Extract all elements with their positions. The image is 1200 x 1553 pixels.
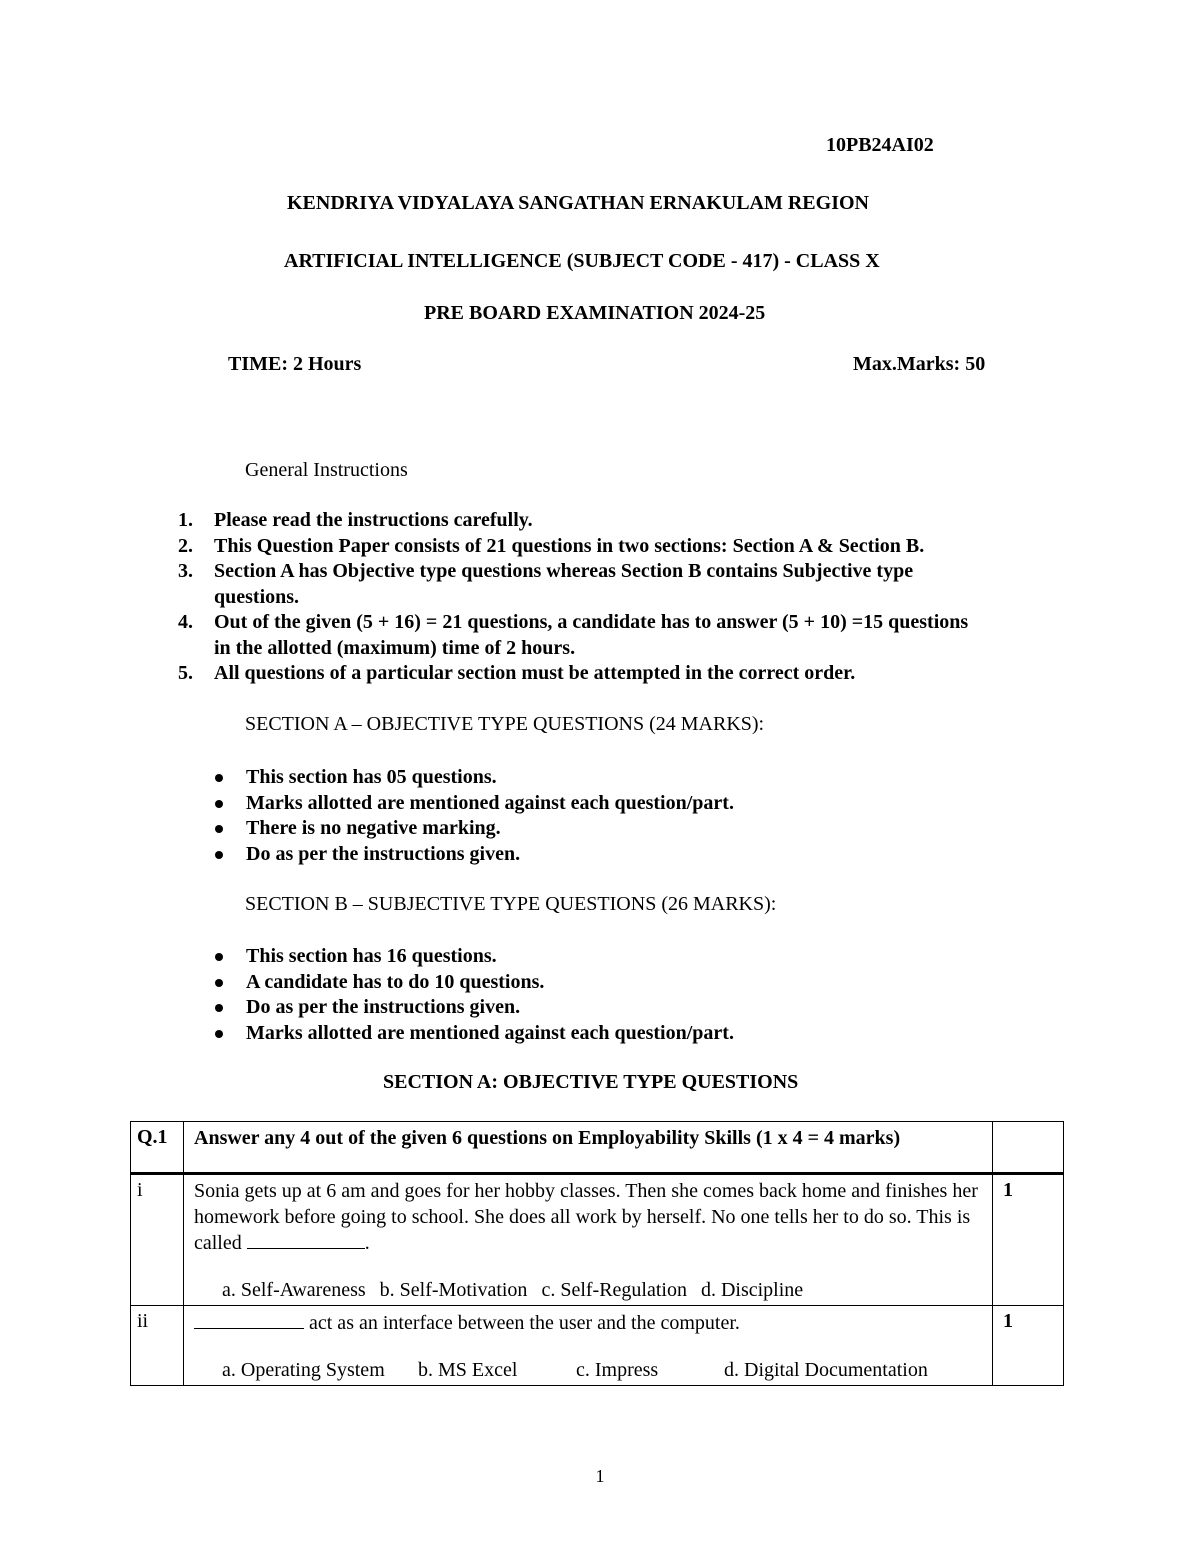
bullet-item: Marks allotted are mentioned against each question/part. <box>213 791 734 817</box>
table-row <box>131 1174 1064 1306</box>
section-b-info-heading: SECTION B – SUBJECTIVE TYPE QUESTIONS (26 MARKS): <box>245 893 777 915</box>
section-a-title: SECTION A: OBJECTIVE TYPE QUESTIONS <box>383 1071 799 1093</box>
option: a. Operating System <box>222 1358 385 1381</box>
instruction-item: 5. All questions of a particular section must be attempted in the correct order. <box>178 662 856 684</box>
general-instructions-list <box>178 508 978 687</box>
bullet-dot-icon <box>215 825 223 833</box>
bullet-item: Do as per the instructions given. <box>213 842 734 868</box>
options-list <box>194 1358 984 1384</box>
bullet-dot-icon <box>215 774 223 782</box>
option: b. Self-Motivation <box>379 1278 528 1301</box>
option: b. MS Excel <box>418 1358 518 1381</box>
section-b-bullets <box>213 944 734 1046</box>
option: c. Impress <box>576 1358 659 1381</box>
bullet-dot-icon <box>215 800 223 808</box>
option: a. Self-Awareness <box>222 1278 366 1301</box>
bullet-dot-icon <box>215 1004 223 1012</box>
instruction-item: 2. This Question Paper consists of 21 questions in two sections: Section A & Section B. <box>178 534 925 557</box>
options-list <box>194 1278 984 1304</box>
organization-title: KENDRIYA VIDYALAYA SANGATHAN ERNAKULAM REGION <box>287 192 869 214</box>
marks: 1 <box>1003 1310 1013 1332</box>
instruction-item: 4. Out of the given (5 + 16) = 21 questions, a candidate has to answer (5 + 10) =15 questions in the allotted (maximum) time of 2 hours. <box>178 611 969 659</box>
bullet-item: A candidate has to do 10 questions. <box>213 970 734 996</box>
table-row <box>131 1122 1064 1174</box>
instruction-item: 1. Please read the instructions carefully. <box>178 509 533 531</box>
max-marks: Max.Marks: 50 <box>853 353 986 375</box>
option: d. Digital Documentation <box>724 1358 928 1381</box>
section-a-bullets <box>213 765 734 867</box>
exam-title: PRE BOARD EXAMINATION 2024-25 <box>424 302 766 324</box>
bullet-item: Do as per the instructions given. <box>213 995 734 1021</box>
question-title: Answer any 4 out of the given 6 questions on Employability Skills (1 x 4 = 4 marks) <box>194 1127 901 1149</box>
bullet-dot-icon <box>215 953 223 961</box>
marks: 1 <box>1003 1179 1013 1201</box>
part-number: i <box>137 1179 143 1201</box>
paper-code: 10PB24AI02 <box>826 134 934 156</box>
general-instructions-heading: General Instructions <box>245 459 408 481</box>
question-table <box>130 1121 1064 1386</box>
question-number: Q.1 <box>137 1126 168 1148</box>
part-number: ii <box>137 1310 149 1332</box>
bullet-dot-icon <box>215 851 223 859</box>
instruction-item: 3. Section A has Objective type questions whereas Section B contains Subjective type questions. <box>178 560 914 608</box>
answer-blank <box>194 1310 304 1329</box>
table-row <box>131 1306 1064 1386</box>
question-text: act as an interface between the user and the computer. a. Operating System b. MS Excel c. Impress d. Digital Documentation <box>184 1306 992 1385</box>
bullet-item: There is no negative marking. <box>213 816 734 842</box>
bullet-item: This section has 05 questions. <box>213 765 734 791</box>
bullet-item: This section has 16 questions. <box>213 944 734 970</box>
option: c. Self-Regulation <box>541 1278 687 1301</box>
bullet-dot-icon <box>215 1030 223 1038</box>
option: d. Discipline <box>700 1278 804 1301</box>
subject-title: ARTIFICIAL INTELLIGENCE (SUBJECT CODE - 417) - CLASS X <box>284 250 880 272</box>
answer-blank <box>247 1230 365 1249</box>
bullet-dot-icon <box>215 979 223 987</box>
bullet-item: Marks allotted are mentioned against each question/part. <box>213 1021 734 1047</box>
question-text: Sonia gets up at 6 am and goes for her hobby classes. Then she comes back home and finishes her homework before going to school. She does all work by herself. No one tells her to do so. This is called . a. Self-Awareness b. Self-Motivation c. Self-Regulation d. Discipline <box>184 1175 992 1305</box>
page-number: 1 <box>595 1466 605 1486</box>
time-allowed: TIME: 2 Hours <box>228 353 362 375</box>
section-a-info-heading: SECTION A – OBJECTIVE TYPE QUESTIONS (24 MARKS): <box>245 713 765 735</box>
